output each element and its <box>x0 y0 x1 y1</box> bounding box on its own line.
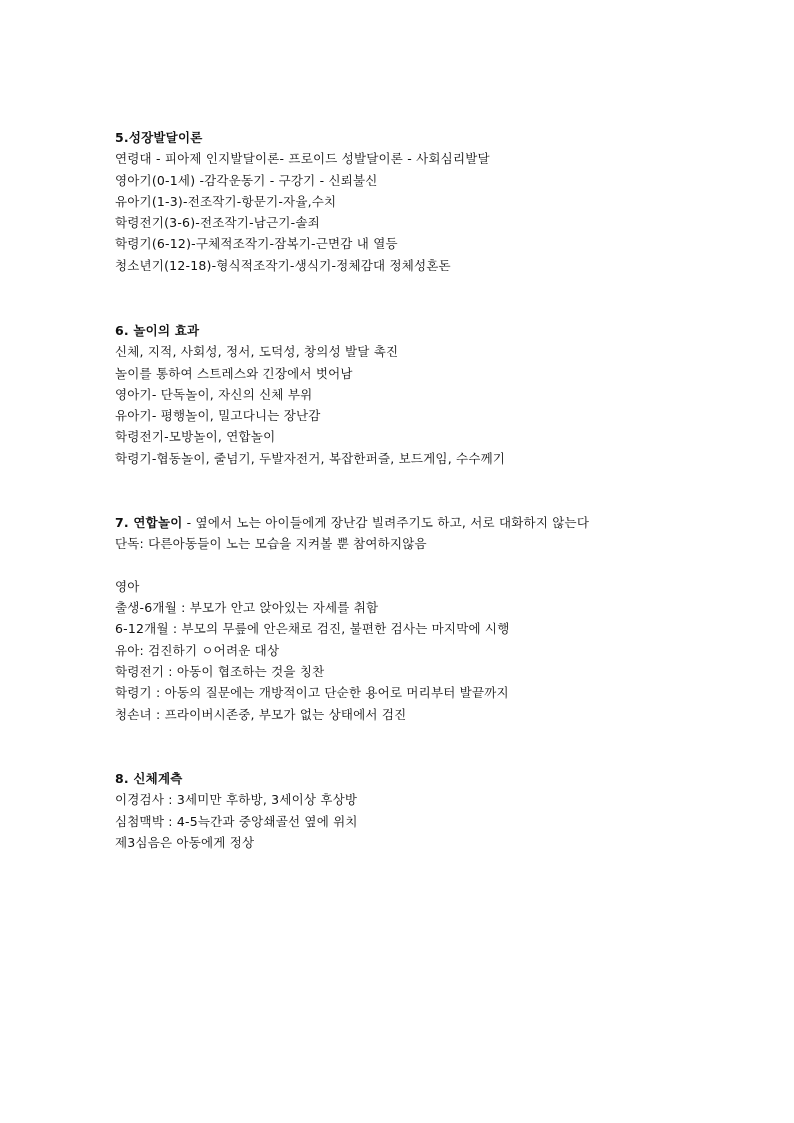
text-line: 이경검사 : 3세미만 후하방, 3세이상 후상방 <box>115 792 358 808</box>
section-heading: 8. 신체계측 <box>115 771 183 786</box>
text-line: 학령전기-모방놀이, 연합놀이 <box>115 429 276 445</box>
text-line: 영아기- 단독놀이, 자신의 신체 부위 <box>115 386 313 402</box>
text-line: 신체, 지적, 사회성, 정서, 도덕성, 창의성 발달 촉진 <box>115 344 399 360</box>
section-heading: 6. 놀이의 효과 <box>115 323 200 338</box>
heading-description: - 옆에서 노는 아이들에게 장난감 빌려주기도 하고, 서로 대화하지 않는다 <box>182 515 590 530</box>
text-line: 학령기 : 아동의 질문에는 개방적이고 단순한 용어로 머리부터 발끝까지 <box>115 685 509 701</box>
section-body-measurement <box>115 768 755 853</box>
text-line: 단독: 다른아동들이 노는 모습을 지켜볼 뿐 참여하지않음 <box>115 536 427 552</box>
text-line: 6-12개월 : 부모의 무릎에 안은채로 검진, 불편한 검사는 마지막에 시행 <box>115 621 510 637</box>
section-play-effects <box>115 320 755 469</box>
text-line: 영아 <box>115 578 140 594</box>
text-line: 유아기- 평행놀이, 밀고다니는 장난감 <box>115 408 321 424</box>
text-line: 학령전기 : 아동이 협조하는 것을 칭찬 <box>115 664 325 680</box>
text-line: 학령기(6-12)-구체적조작기-잠복기-근면감 내 열등 <box>115 236 398 252</box>
text-line: 학령기-협동놀이, 줄넘기, 두발자전거, 복잡한퍼즐, 보드게임, 수수께기 <box>115 450 506 466</box>
text-line: 심첨맥박 : 4-5늑간과 중앙쇄골선 옆에 위치 <box>115 813 358 829</box>
section-heading: 7. 연합놀이 <box>115 515 183 530</box>
section-associative-play <box>115 512 755 725</box>
text-line: 제3심음은 아동에게 정상 <box>115 834 255 850</box>
text-line: 유아기(1-3)-전조작기-항문기-자율,수치 <box>115 193 337 209</box>
text-line: 청소년기(12-18)-형식적조작기-생식기-정체감대 정체성혼돈 <box>115 257 451 273</box>
text-line: 놀이를 통하여 스트레스와 긴장에서 벗어남 <box>115 365 353 381</box>
section-growth-development-theory <box>115 127 755 276</box>
section-heading: 5.성장발달이론 <box>115 130 203 145</box>
text-line: 영아기(0-1세) -감각운동기 - 구강기 - 신뢰불신 <box>115 172 378 188</box>
text-line: 유아: 검진하기 ㅇ어려운 대상 <box>115 642 280 658</box>
text-line: 출생-6개월 : 부모가 안고 앉아있는 자세를 취함 <box>115 600 379 616</box>
blank-line <box>115 555 755 576</box>
text-line: 연령대 - 피아제 인지발달이론- 프로이드 성발달이론 - 사회심리발달 <box>115 151 490 167</box>
text-line: 학령전기(3-6)-전조작기-남근기-솔죄 <box>115 215 320 231</box>
section-heading-line <box>115 512 755 533</box>
text-line: 청손녀 : 프라이버시존중, 부모가 없는 상태에서 검진 <box>115 706 407 722</box>
